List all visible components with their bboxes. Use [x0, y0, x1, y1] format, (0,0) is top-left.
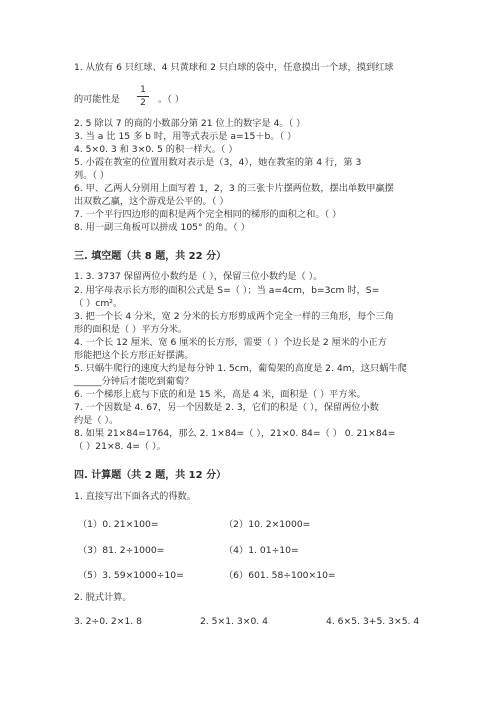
- calc-expression-1: 3. 2÷0. 2×1. 8: [74, 616, 142, 627]
- calc-item-5: （5）3. 59×1000÷10=: [78, 570, 184, 581]
- fill-question-7-line-2: 约是（ ）。: [74, 415, 119, 426]
- fraction-denominator: 2: [140, 98, 146, 108]
- fill-question-2-line-2: （ ）cm²。: [74, 298, 123, 309]
- calc-item-3: （3）81. 2÷1000=: [78, 545, 165, 556]
- fill-question-5-line-1: 5. 只蜗牛爬行的速度大约是每分钟 1. 5cm，葡萄架的高度是 2. 4m，这只蜗牛爬: [74, 363, 407, 374]
- calc-item-1: （1）0. 21×100=: [78, 519, 159, 530]
- fill-question-6: 6. 一个梯形上底与下底的和是 15 米，高是 4 米，面积是（ ）平方米。: [74, 389, 366, 400]
- question-5-line-2: 列。（ ）: [74, 170, 110, 181]
- fill-question-5-line-2: ______分钟后才能吃到葡萄？: [74, 376, 194, 387]
- calc-expression-3: 4. 6×5. 3+5. 3×5. 4: [326, 616, 420, 627]
- fill-question-3-line-1: 3. 把一个长 4 分米，宽 2 分米的长方形剪成两个完全一样的三角形，每个三角: [74, 311, 394, 322]
- calc-item-6: （6）601. 58÷100×10=: [224, 570, 336, 581]
- question-8: 8. 用一副三角板可以拼成 105° 的角。（ ）: [74, 222, 250, 233]
- question-1-line-2-prefix: 的可能性是: [74, 94, 120, 105]
- question-1-line-2-suffix: 。（ ）: [158, 94, 184, 105]
- fill-question-8-line-2: （ ）21×8. 4=（ ）。: [74, 441, 166, 452]
- fill-question-1: 1. 3. 3737 保留两位小数约是（ ），保留三位小数约是（ ）。: [74, 271, 323, 282]
- calc-item-2: （2）10. 2×1000=: [224, 519, 311, 530]
- question-6-line-2: 出双数乙赢，这个游戏是公平的。（ ）: [74, 196, 229, 207]
- question-2: 2. 5 除以 7 的商的小数部分第 21 位上的数字是 4。（ ）: [74, 118, 306, 129]
- question-3: 3. 当 a 比 15 多 b 时，用等式表示是 a=15＋b。（ ）: [74, 131, 297, 142]
- calc-item-4: （4）1. 01÷10=: [224, 545, 299, 556]
- question-1-line-1: 1. 从放有 6 只红球、4 只黄球和 2 只白球的袋中，任意摸出一个球，摸到红球: [74, 62, 394, 73]
- fill-question-7-line-1: 7. 一个因数是 4. 67，另一个因数是 2. 3，它们的积是（ ），保留两位小数: [74, 402, 379, 413]
- fill-question-4-line-1: 4. 一个长 12 厘米、宽 6 厘米的长方形，需要（ ）个边长是 2 厘米的小正方: [74, 337, 387, 348]
- fraction-bar: [137, 96, 149, 97]
- fill-question-2-line-1: 2. 用字母表示长方形的面积公式是 S=（ ）；当 a=4cm，b=3cm 时，S=: [74, 285, 380, 296]
- fill-question-8-line-1: 8. 如果 21×84=1764，那么 2. 1×84=（ ），21×0. 84=（ ） 0. 21×84=: [74, 428, 396, 439]
- section-heading-fill: 三. 填空题（共 8 题，共 22 分）: [74, 251, 227, 262]
- calc-part-1-title: 1. 直接写出下面各式的得数。: [74, 491, 196, 502]
- fill-question-4-line-2: 形能把这个长方形正好摆满。: [74, 350, 194, 361]
- calc-expression-2: 2. 5×1. 3×0. 4: [200, 616, 268, 627]
- question-6-line-1: 6. 甲、乙两人分别用上面写着 1，2，3 的三张卡片摆两位数，摆出单数甲赢摆: [74, 183, 394, 194]
- calc-part-2-title: 2. 脱式计算。: [74, 592, 132, 603]
- fill-question-3-line-2: 形的面积是（ ）平方分米。: [74, 324, 188, 335]
- question-5-line-1: 5. 小霞在教室的位置用数对表示是（3，4），她在教室的第 4 行，第 3: [74, 157, 362, 168]
- question-4: 4. 5×0. 3 和 3×0. 5 的积一样大。（ ）: [74, 144, 238, 155]
- question-7: 7. 一个平行四边形的面积是两个完全相同的梯形的面积之和。（ ）: [74, 209, 342, 220]
- fraction-numerator: 1: [140, 85, 146, 95]
- section-heading-calc: 四. 计算题（共 2 题，共 12 分）: [74, 470, 227, 481]
- fraction-one-half: [137, 85, 149, 108]
